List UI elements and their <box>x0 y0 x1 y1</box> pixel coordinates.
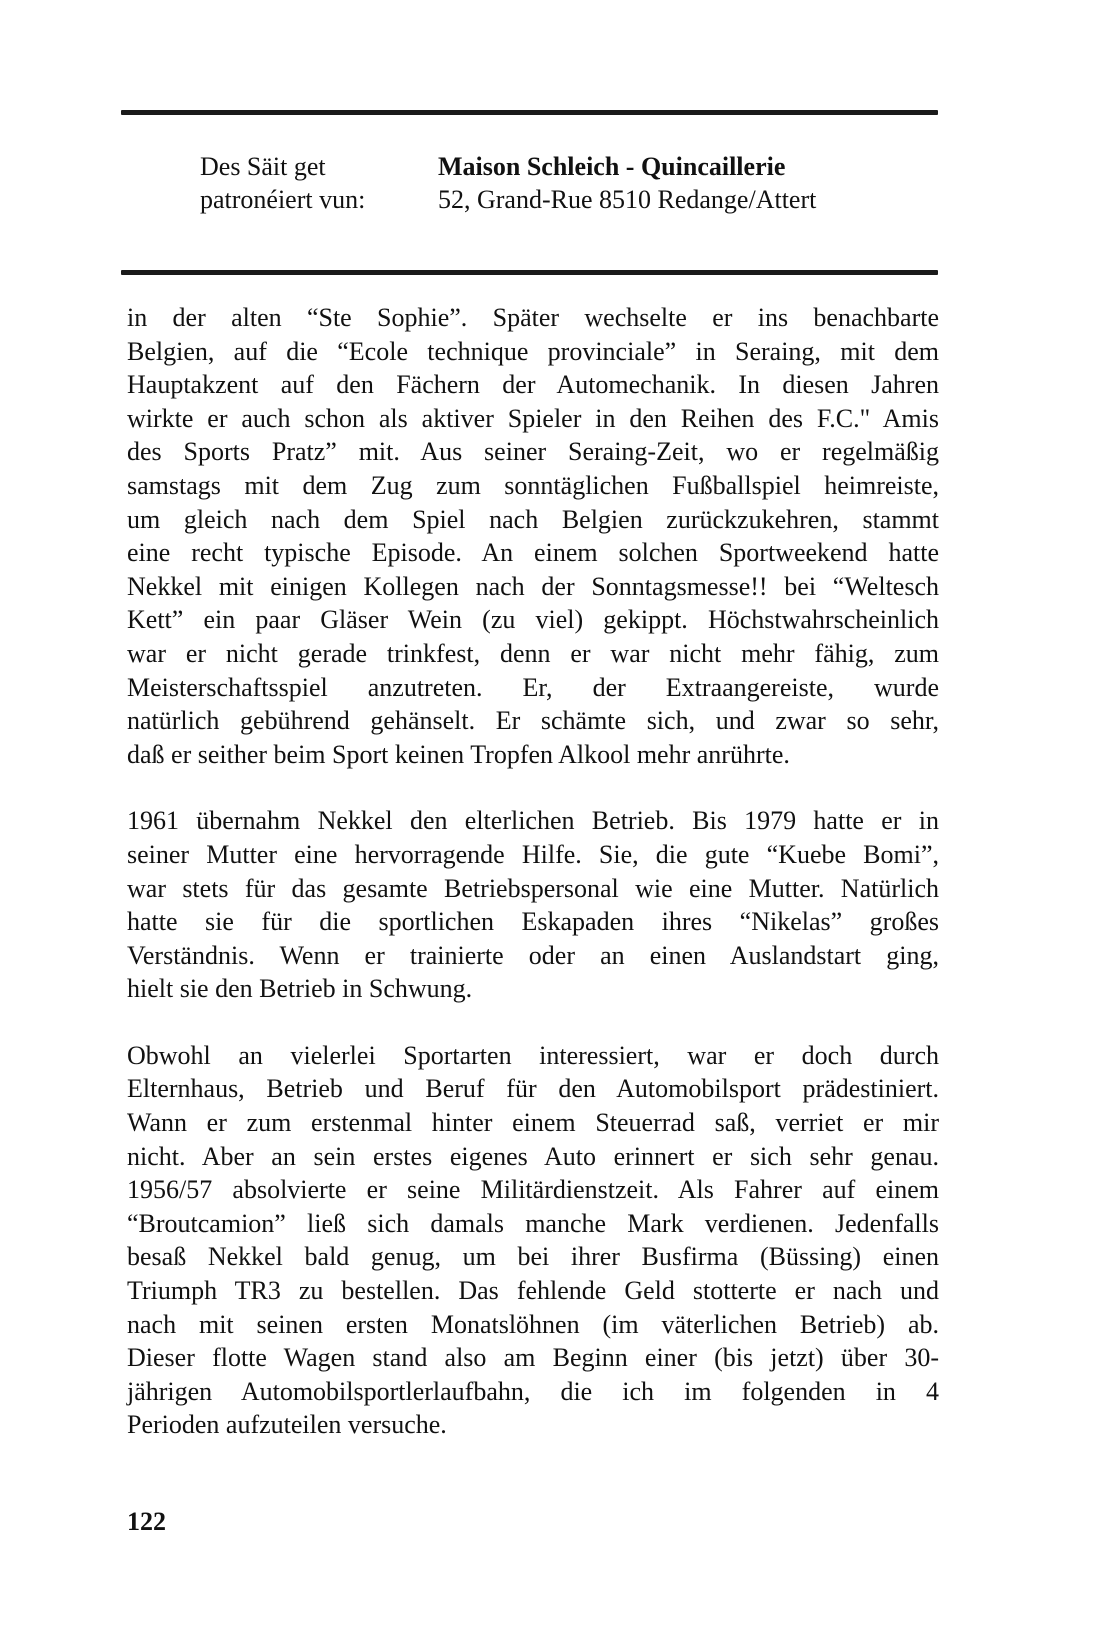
text-line: Nekkel mit einigen Kollegen nach der Sonntagsmesse!! bei “Weltesch <box>127 571 939 601</box>
text-line: Dieser flotte Wagen stand also am Beginn einer (bis jetzt) über 30- <box>127 1343 939 1373</box>
text-line: in der alten “Ste Sophie”. Später wechselte er ins benachbarte <box>127 303 939 332</box>
text-line: Belgien, auf die “Ecole technique provinciale” in Seraing, mit dem <box>127 336 939 366</box>
text-line: Kett” ein paar Gläser Wein (zu viel) gekippt. Höchstwahrscheinlich <box>127 605 939 635</box>
text-line: um gleich nach dem Spiel nach Belgien zurückzukehren, stammt <box>127 504 939 534</box>
text-line: Meisterschaftsspiel anzutreten. Er, der Extraangereiste, wurde <box>127 672 939 702</box>
text-line: des Sports Pratz” mit. Aus seiner Seraing-Zeit, wo er regelmäßig <box>127 437 939 467</box>
text-line: jährigen Automobilsportlerlaufbahn, die ich im folgenden in 4 <box>127 1376 939 1406</box>
sponsor-box <box>200 150 816 216</box>
text-line: daß er seither beim Sport keinen Tropfen Alkool mehr anrührte. <box>127 739 790 769</box>
page-number: 122 <box>127 1507 166 1536</box>
text-line: natürlich gebührend gehänselt. Er schämte sich, und zwar so sehr, <box>127 706 939 736</box>
text-line: Hauptakzent auf den Fächern der Automechanik. In diesen Jahren <box>127 370 939 400</box>
text-line: Verständnis. Wenn er trainierte oder an einen Auslandstart ging, <box>127 940 939 970</box>
bottom-rule <box>121 270 938 275</box>
text-line: Triumph TR3 zu bestellen. Das fehlende Geld stotterte er nach und <box>127 1276 939 1306</box>
top-rule <box>121 110 938 115</box>
text-line: hielt sie den Betrieb in Schwung. <box>127 974 473 1004</box>
text-line: nach mit seinen ersten Monatslöhnen (im väterlichen Betrieb) ab. <box>127 1309 939 1339</box>
sponsor-label-line1: Des Säit get <box>200 152 326 181</box>
text-line: nicht. Aber an sein erstes eigenes Auto erinnert er sich sehr genau. <box>127 1141 939 1171</box>
text-line: 1956/57 absolvierte er seine Militärdienstzeit. Als Fahrer auf einem <box>127 1175 939 1205</box>
text-line: eine recht typische Episode. An einem solchen Sportweekend hatte <box>127 538 939 568</box>
text-line: 1961 übernahm Nekkel den elterlichen Betrieb. Bis 1979 hatte er in <box>127 806 939 836</box>
body-text <box>127 301 939 1442</box>
sponsor-address: 52, Grand-Rue 8510 Redange/Attert <box>438 185 817 214</box>
text-line: “Broutcamion” ließ sich damals manche Mark verdienen. Jedenfalls <box>127 1208 939 1238</box>
paragraph-gap <box>127 771 939 804</box>
text-line: Perioden aufzuteilen versuche. <box>127 1410 447 1440</box>
sponsor-label-line2: patronéiert vun: <box>200 185 366 214</box>
text-line: samstags mit dem Zug zum sonntäglichen Fußballspiel heimreiste, <box>127 470 939 500</box>
text-line: war stets für das gesamte Betriebspersonal wie eine Mutter. Natürlich <box>127 873 939 903</box>
text-line: Elternhaus, Betrieb und Beruf für den Automobilsport prädestiniert. <box>127 1074 939 1104</box>
paragraph-gap <box>127 1006 939 1039</box>
text-line: hatte sie für die sportlichen Eskapaden ihres “Nikelas” großes <box>127 907 939 937</box>
text-line: wirkte er auch schon als aktiver Spieler in den Reihen des F.C." Amis <box>127 403 939 433</box>
text-line: besaß Nekkel bald genug, um bei ihrer Busfirma (Büssing) einen <box>127 1242 939 1272</box>
sponsor-name: Maison Schleich - Quincaillerie <box>438 152 786 181</box>
text-line: seiner Mutter eine hervorragende Hilfe. Sie, die gute “Kuebe Bomi”, <box>127 839 939 869</box>
text-line: Obwohl an vielerlei Sportarten interessiert, war er doch durch <box>127 1040 939 1070</box>
text-line: Wann er zum erstenmal hinter einem Steuerrad saß, verriet er mir <box>127 1108 939 1138</box>
text-line: war er nicht gerade trinkfest, denn er war nicht mehr fähig, zum <box>127 638 939 668</box>
